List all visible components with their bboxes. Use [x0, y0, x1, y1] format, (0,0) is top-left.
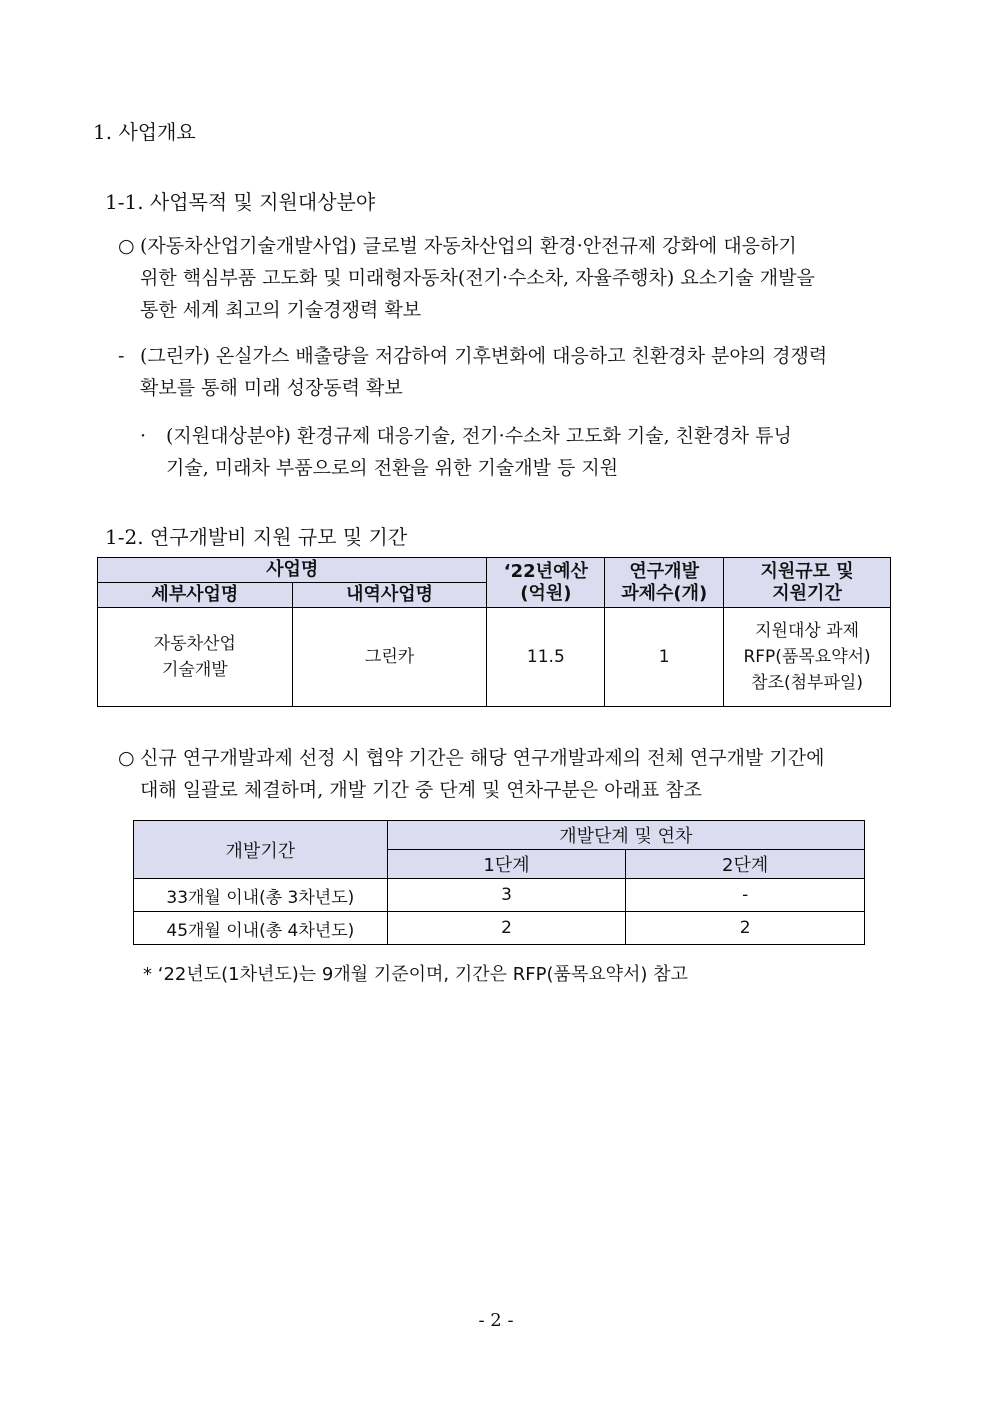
dot-bullet: ·: [140, 425, 147, 447]
cell-stage-2: 2: [626, 912, 865, 945]
header-task-count: 연구개발 과제수(개): [605, 558, 724, 608]
table-row: [98, 608, 891, 707]
section-title: 1. 사업개요: [93, 120, 196, 144]
header-business-name: 사업명: [98, 558, 487, 583]
paragraph-greencar: [118, 340, 894, 404]
cell-support-scale: 지원대상 과제 RFP(품목요약서) 참조(첨부파일): [724, 608, 891, 707]
paragraph-line: 기술, 미래차 부품으로의 전환을 위한 기술개발 등 지원: [166, 457, 619, 479]
cell-period: 45개월 이내(총 4차년도): [134, 912, 388, 945]
paragraph-program-purpose: [118, 230, 894, 326]
header-budget: ‘22년예산 (억원): [487, 558, 605, 608]
header-stage-year: 개발단계 및 연차: [387, 821, 864, 850]
funding-table: [97, 557, 891, 707]
page-number: - 2 -: [478, 1310, 514, 1331]
table-row: [134, 912, 865, 945]
cell-budget: 11.5: [487, 608, 605, 707]
footnote: * ‘22년도(1차년도)는 9개월 기준이며, 기간은 RFP(품목요약서) 참고: [143, 964, 688, 985]
paragraph-line: 통한 세계 최고의 기술경쟁력 확보: [140, 299, 422, 321]
header-stage-2: 2단계: [626, 850, 865, 879]
cell-stage-2: -: [626, 879, 865, 912]
cell-task-count: 1: [605, 608, 724, 707]
cell-sub-business: 자동차산업 기술개발: [98, 608, 293, 707]
paragraph-line: 위한 핵심부품 고도화 및 미래형자동차(전기·수소차, 자율주행차) 요소기술 개발을: [140, 267, 815, 289]
circle-bullet: ○: [118, 235, 135, 257]
paragraph-line: (자동차산업기술개발사업) 글로벌 자동차산업의 환경·안전규제 강화에 대응하기: [140, 235, 797, 257]
circle-bullet: ○: [118, 747, 135, 769]
cell-period: 33개월 이내(총 3차년도): [134, 879, 388, 912]
paragraph-line: 신규 연구개발과제 선정 시 협약 기간은 해당 연구개발과제의 전체 연구개발 기간에: [140, 747, 825, 769]
cell-stage-1: 3: [387, 879, 626, 912]
subsection-title-funding: 1-2. 연구개발비 지원 규모 및 기간: [105, 525, 408, 549]
table-row: [134, 879, 865, 912]
header-stage-1: 1단계: [387, 850, 626, 879]
paragraph-contract-period: [118, 742, 894, 806]
cell-stage-1: 2: [387, 912, 626, 945]
header-support-scale: 지원규모 및 지원기간: [724, 558, 891, 608]
header-development-period: 개발기간: [134, 821, 388, 879]
dash-bullet: -: [118, 345, 125, 367]
paragraph-line: 확보를 통해 미래 성장동력 확보: [140, 377, 403, 399]
paragraph-line: (지원대상분야) 환경규제 대응기술, 전기·수소차 고도화 기술, 친환경차 튜닝: [166, 425, 792, 447]
paragraph-line: (그린카) 온실가스 배출량을 저감하여 기후변화에 대응하고 친환경차 분야의 경쟁력: [140, 345, 828, 367]
cell-detail-business: 그린카: [292, 608, 487, 707]
development-period-table: [133, 820, 865, 945]
header-sub-business: 세부사업명: [98, 583, 293, 608]
header-detail-business: 내역사업명: [292, 583, 487, 608]
subsection-title-purpose: 1-1. 사업목적 및 지원대상분야: [105, 190, 376, 214]
paragraph-support-areas: [140, 420, 894, 484]
paragraph-line: 대해 일괄로 체결하며, 개발 기간 중 단계 및 연차구분은 아래표 참조: [140, 779, 702, 801]
